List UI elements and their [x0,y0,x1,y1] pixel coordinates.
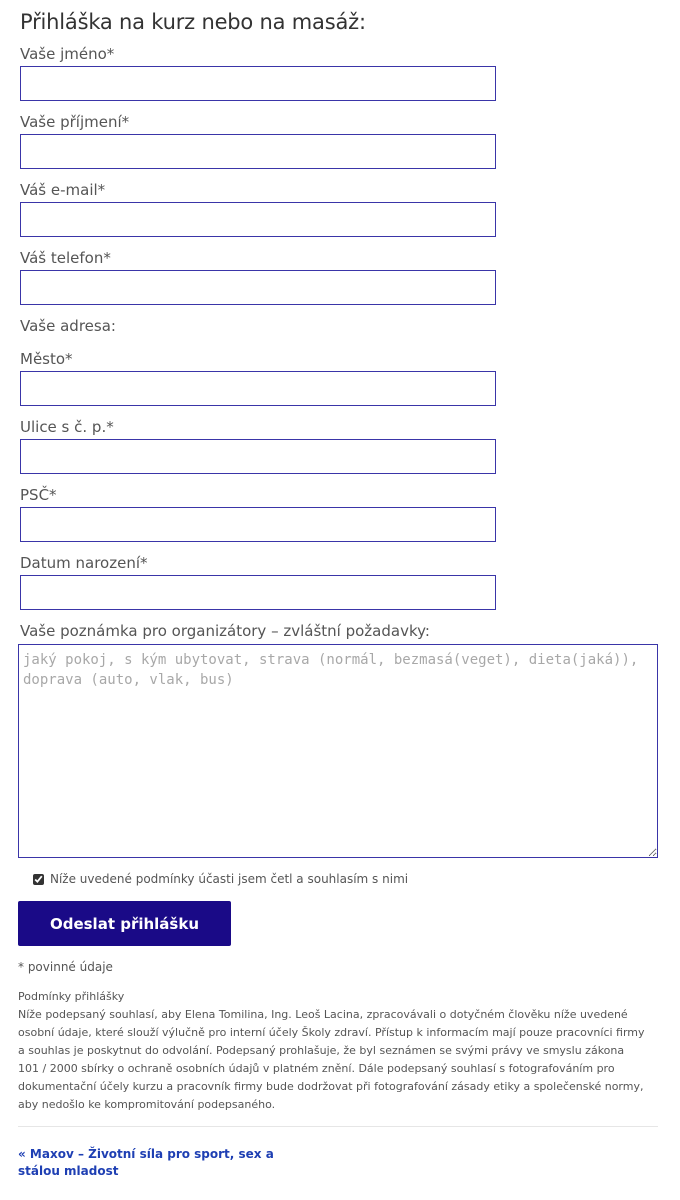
first-name-input[interactable] [20,66,496,101]
email-input[interactable] [20,202,496,237]
note-label: Vaše poznámka pro organizátory – zvláštní požadavky: [20,622,430,640]
street-input[interactable] [20,439,496,474]
phone-label: Váš telefon* [20,249,111,267]
last-name-label: Vaše příjmení* [20,113,130,131]
phone-input[interactable] [20,270,496,305]
required-fields-note: * povinné údaje [18,960,113,974]
birth-date-label: Datum narození* [20,554,148,572]
consent-row[interactable] [33,872,408,886]
zip-label: PSČ* [20,486,57,504]
zip-input[interactable] [20,507,496,542]
form-title: Přihláška na kurz nebo na masáž: [20,10,366,34]
email-label: Váš e-mail* [20,181,106,199]
last-name-input[interactable] [20,134,496,169]
conditions-text: Níže podepsaný souhlasí, aby Elena Tomilina, Ing. Leoš Lacina, zpracovávali o dotyčném člověku níže uvedené osobní údaje, které slouží výlučně pro interní účely Školy zdraví. Přístup k informacím mají pouze pracovníci firmy a souhlas je poskytnut do odvolání. Podepsaný prohlašuje, že byl seznámen se svými právy ve smyslu zákona 101 / 2000 sbírky o ochraně osobních údajů v platném znění. Dále podepsaný souhlasí s fotografováním pro dokumentační účely kurzu a pracovník firmy bude dodržovat při fotografování zásady etiky a společenské normy, aby nedošlo ke kompromitování podepsaného. [18,1008,645,1111]
city-input[interactable] [20,371,496,406]
address-heading: Vaše adresa: [20,317,116,335]
conditions-title: Podmínky přihlášky [18,990,125,1003]
street-label: Ulice s č. p.* [20,418,114,436]
city-label: Město* [20,350,73,368]
previous-post-link[interactable]: « Maxov – Životní síla pro sport, sex a stálou mladost [18,1147,274,1178]
first-name-label: Vaše jméno* [20,45,115,63]
consent-label: Níže uvedené podmínky účasti jsem četl a souhlasím s nimi [50,872,409,886]
divider [18,1126,658,1127]
birth-date-input[interactable] [20,575,496,610]
note-textarea[interactable] [18,644,658,858]
consent-checkbox[interactable] [33,874,44,885]
submit-button[interactable]: Odeslat přihlášku [18,901,231,946]
